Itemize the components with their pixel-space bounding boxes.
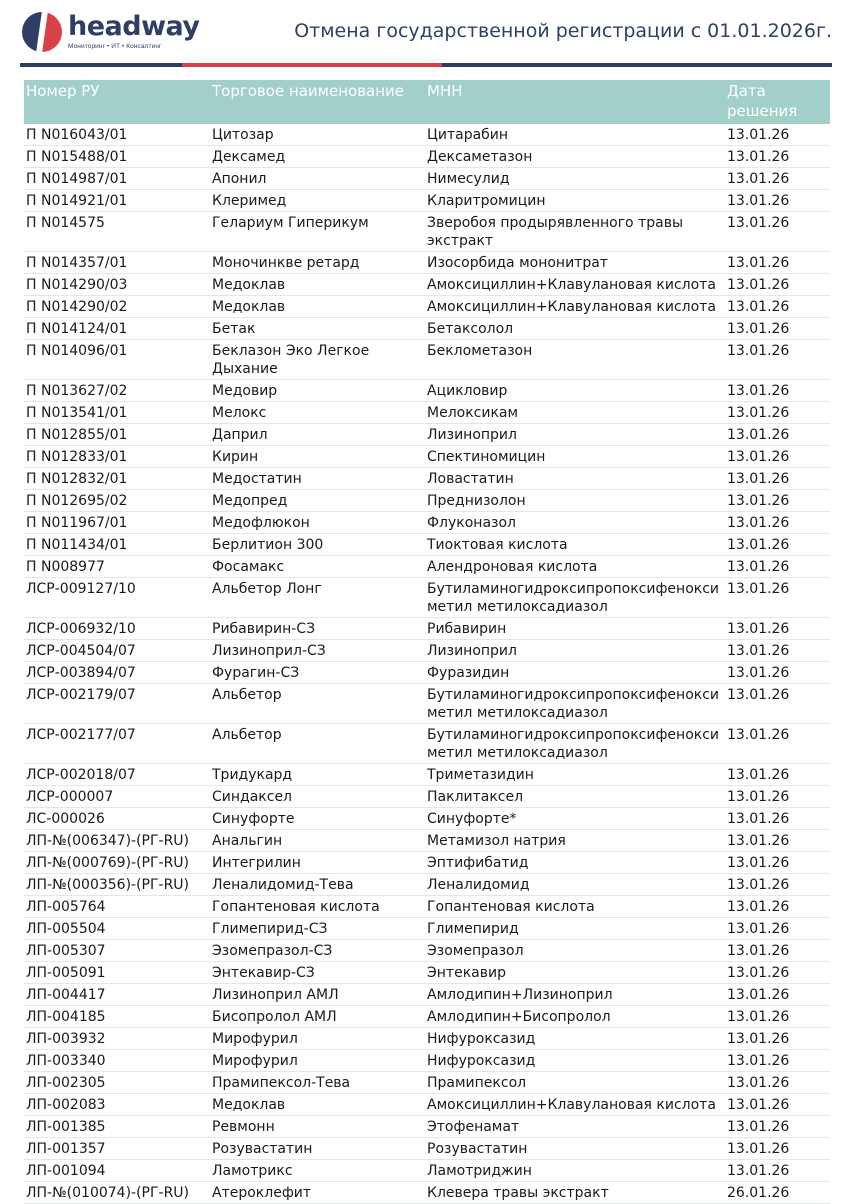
cell-decision-date: 13.01.26 [725,318,830,340]
cell-inn: Бутиламиногидроксипропоксифенокси метил метилоксадиазол [425,684,725,724]
cell-inn: Триметазидин [425,764,725,786]
cell-inn: Амлодипин+Лизиноприл [425,984,725,1006]
cell-trade-name: Медовир [210,380,425,402]
cell-inn: Гопантеновая кислота [425,896,725,918]
cell-trade-name: Рибавирин-СЗ [210,618,425,640]
table-row [24,684,830,724]
cell-decision-date: 13.01.26 [725,296,830,318]
cell-inn: Амоксициллин+Клавулановая кислота [425,274,725,296]
cell-trade-name: Берлитион 300 [210,534,425,556]
cell-inn: Амлодипин+Бисопролол [425,1006,725,1028]
cell-inn: Эптифибатид [425,852,725,874]
table-row [24,808,830,830]
cell-trade-name: Прамипексол-Тева [210,1072,425,1094]
cell-decision-date: 13.01.26 [725,962,830,984]
table-body [24,124,830,1204]
column-header-inn: МНН [425,80,725,124]
cell-trade-name: Цитозар [210,124,425,146]
cell-decision-date: 13.01.26 [725,124,830,146]
cell-inn: Нимесулид [425,168,725,190]
table-header-row [24,80,830,124]
cell-decision-date: 13.01.26 [725,640,830,662]
table-row [24,1072,830,1094]
table-row [24,212,830,252]
table-row [24,962,830,984]
cell-inn: Ацикловир [425,380,725,402]
document-title: Отмена государственной регистрации с 01.01.2026г. [294,20,832,42]
cell-reg-number: П N016043/01 [24,124,210,146]
table-row [24,578,830,618]
cell-inn: Нифуроксазид [425,1028,725,1050]
cell-decision-date: 13.01.26 [725,146,830,168]
table-row [24,786,830,808]
table-row [24,896,830,918]
cell-decision-date: 13.01.26 [725,1094,830,1116]
deregistration-table [24,80,830,1204]
cell-inn: Паклитаксел [425,786,725,808]
table-row [24,1050,830,1072]
cell-decision-date: 13.01.26 [725,168,830,190]
cell-decision-date: 13.01.26 [725,212,830,252]
table-row [24,1094,830,1116]
cell-reg-number: ЛСР-004504/07 [24,640,210,662]
cell-trade-name: Бисопролол АМЛ [210,1006,425,1028]
table-row [24,402,830,424]
cell-trade-name: Фурагин-СЗ [210,662,425,684]
cell-inn: Лизиноприл [425,424,725,446]
cell-reg-number: ЛСР-009127/10 [24,578,210,618]
cell-inn: Изосорбида мононитрат [425,252,725,274]
cell-inn: Нифуроксазид [425,1050,725,1072]
table-row [24,640,830,662]
cell-reg-number: ЛП-№(000769)-(РГ-RU) [24,852,210,874]
cell-reg-number: ЛСР-000007 [24,786,210,808]
cell-trade-name: Бетак [210,318,425,340]
cell-reg-number: П N014575 [24,212,210,252]
table-row [24,190,830,212]
cell-inn: Спектиномицин [425,446,725,468]
table-row [24,424,830,446]
table-row [24,874,830,896]
cell-reg-number: ЛП-001094 [24,1160,210,1182]
cell-inn: Фуразидин [425,662,725,684]
table-row [24,556,830,578]
table-row [24,1006,830,1028]
cell-trade-name: Даприл [210,424,425,446]
cell-inn: Бутиламиногидроксипропоксифенокси метил метилоксадиазол [425,724,725,764]
cell-trade-name: Ревмонн [210,1116,425,1138]
cell-inn: Зверобоя продырявленного травы экстракт [425,212,725,252]
cell-trade-name: Ламотрикс [210,1160,425,1182]
cell-decision-date: 13.01.26 [725,1138,830,1160]
cell-reg-number: ЛП-001357 [24,1138,210,1160]
brand-logo [22,12,200,52]
page-header [0,0,858,64]
cell-trade-name: Медоклав [210,274,425,296]
cell-inn: Ловастатин [425,468,725,490]
cell-reg-number: ЛСР-003894/07 [24,662,210,684]
cell-decision-date: 13.01.26 [725,684,830,724]
cell-reg-number: ЛП-№(006347)-(РГ-RU) [24,830,210,852]
cell-trade-name: Фосамакс [210,556,425,578]
cell-decision-date: 13.01.26 [725,340,830,380]
cell-inn: Кларитромицин [425,190,725,212]
cell-trade-name: Леналидомид-Тева [210,874,425,896]
cell-trade-name: Альбетор [210,724,425,764]
cell-inn: Этофенамат [425,1116,725,1138]
cell-decision-date: 13.01.26 [725,252,830,274]
cell-reg-number: ЛП-005764 [24,896,210,918]
table-row [24,512,830,534]
cell-trade-name: Энтекавир-СЗ [210,962,425,984]
cell-trade-name: Мирофурил [210,1050,425,1072]
cell-decision-date: 13.01.26 [725,1072,830,1094]
cell-decision-date: 13.01.26 [725,724,830,764]
cell-decision-date: 13.01.26 [725,512,830,534]
cell-decision-date: 13.01.26 [725,984,830,1006]
table-row [24,252,830,274]
cell-inn: Бетаксолол [425,318,725,340]
cell-decision-date: 13.01.26 [725,446,830,468]
cell-trade-name: Апонил [210,168,425,190]
cell-decision-date: 13.01.26 [725,274,830,296]
cell-trade-name: Медоклав [210,1094,425,1116]
cell-decision-date: 13.01.26 [725,468,830,490]
table-row [24,274,830,296]
cell-reg-number: ЛП-004185 [24,1006,210,1028]
cell-reg-number: ЛП-003340 [24,1050,210,1072]
cell-decision-date: 13.01.26 [725,490,830,512]
cell-trade-name: Синуфорте [210,808,425,830]
cell-decision-date: 13.01.26 [725,556,830,578]
cell-reg-number: П N013541/01 [24,402,210,424]
cell-inn: Беклометазон [425,340,725,380]
table-row [24,830,830,852]
cell-inn: Энтекавир [425,962,725,984]
cell-reg-number: П N014921/01 [24,190,210,212]
table-row [24,296,830,318]
cell-trade-name: Моночинкве ретард [210,252,425,274]
cell-inn: Цитарабин [425,124,725,146]
cell-decision-date: 13.01.26 [725,380,830,402]
cell-reg-number: ЛП-№(010074)-(РГ-RU) [24,1182,210,1204]
table-row [24,662,830,684]
cell-reg-number: П N008977 [24,556,210,578]
brand-name: headway [68,11,200,42]
column-header-decision-date: Дата решения [725,80,830,124]
cell-decision-date: 13.01.26 [725,764,830,786]
cell-trade-name: Дексамед [210,146,425,168]
table-row [24,146,830,168]
table-row [24,1138,830,1160]
cell-reg-number: П N012833/01 [24,446,210,468]
header-divider-navy [20,63,182,67]
table-row [24,618,830,640]
cell-trade-name: Медостатин [210,468,425,490]
cell-reg-number: ЛП-002083 [24,1094,210,1116]
cell-decision-date: 13.01.26 [725,852,830,874]
cell-reg-number: ЛП-№(000356)-(РГ-RU) [24,874,210,896]
cell-reg-number: П N012855/01 [24,424,210,446]
cell-reg-number: П N014987/01 [24,168,210,190]
cell-reg-number: П N014357/01 [24,252,210,274]
cell-reg-number: ЛСР-006932/10 [24,618,210,640]
cell-trade-name: Гелариум Гиперикум [210,212,425,252]
cell-reg-number: П N012832/01 [24,468,210,490]
cell-decision-date: 13.01.26 [725,1006,830,1028]
cell-trade-name: Альбетор Лонг [210,578,425,618]
logo-mark-icon [22,12,62,52]
cell-inn: Ламотриджин [425,1160,725,1182]
cell-trade-name: Мирофурил [210,1028,425,1050]
cell-reg-number: П N015488/01 [24,146,210,168]
cell-decision-date: 13.01.26 [725,1050,830,1072]
cell-decision-date: 13.01.26 [725,874,830,896]
cell-decision-date: 13.01.26 [725,808,830,830]
cell-decision-date: 13.01.26 [725,918,830,940]
cell-reg-number: ЛП-003932 [24,1028,210,1050]
cell-decision-date: 13.01.26 [725,830,830,852]
cell-reg-number: П N011967/01 [24,512,210,534]
cell-inn: Клевера травы экстракт [425,1182,725,1204]
cell-inn: Рибавирин [425,618,725,640]
cell-trade-name: Эзомепразол-СЗ [210,940,425,962]
cell-inn: Флуконазол [425,512,725,534]
table-row [24,940,830,962]
cell-reg-number: П N014290/02 [24,296,210,318]
table-row [24,984,830,1006]
table-row [24,1160,830,1182]
table-row [24,318,830,340]
cell-decision-date: 13.01.26 [725,618,830,640]
table-row [24,446,830,468]
header-divider-red [182,63,442,67]
cell-decision-date: 13.01.26 [725,786,830,808]
cell-reg-number: ЛП-005307 [24,940,210,962]
cell-trade-name: Интегрилин [210,852,425,874]
cell-inn: Глимепирид [425,918,725,940]
table-row [24,1116,830,1138]
cell-inn: Амоксициллин+Клавулановая кислота [425,1094,725,1116]
header-divider-navy-right [442,63,832,67]
cell-trade-name: Синдаксел [210,786,425,808]
cell-decision-date: 13.01.26 [725,940,830,962]
cell-decision-date: 13.01.26 [725,896,830,918]
cell-inn: Розувастатин [425,1138,725,1160]
column-header-reg-number: Номер РУ [24,80,210,124]
cell-inn: Преднизолон [425,490,725,512]
cell-inn: Метамизол натрия [425,830,725,852]
cell-reg-number: ЛС-000026 [24,808,210,830]
table-row [24,852,830,874]
cell-reg-number: ЛП-001385 [24,1116,210,1138]
cell-trade-name: Клеримед [210,190,425,212]
cell-decision-date: 13.01.26 [725,1028,830,1050]
cell-trade-name: Лизиноприл АМЛ [210,984,425,1006]
cell-trade-name: Альбетор [210,684,425,724]
cell-trade-name: Лизиноприл-СЗ [210,640,425,662]
cell-reg-number: ЛП-002305 [24,1072,210,1094]
cell-decision-date: 13.01.26 [725,1116,830,1138]
cell-trade-name: Атероклефит [210,1182,425,1204]
brand-tagline: Мониторинг • ИТ • Консалтинг [68,43,162,50]
table-row [24,918,830,940]
cell-reg-number: П N013627/02 [24,380,210,402]
cell-inn: Леналидомид [425,874,725,896]
cell-decision-date: 26.01.26 [725,1182,830,1204]
cell-inn: Тиоктовая кислота [425,534,725,556]
cell-reg-number: ЛСР-002177/07 [24,724,210,764]
cell-trade-name: Медофлюкон [210,512,425,534]
cell-reg-number: П N014290/03 [24,274,210,296]
cell-reg-number: П N012695/02 [24,490,210,512]
cell-inn: Алендроновая кислота [425,556,725,578]
cell-decision-date: 13.01.26 [725,190,830,212]
table-row [24,534,830,556]
cell-trade-name: Кирин [210,446,425,468]
cell-reg-number: ЛСР-002179/07 [24,684,210,724]
cell-decision-date: 13.01.26 [725,402,830,424]
table-row [24,340,830,380]
table-row [24,490,830,512]
column-header-trade-name: Торговое наименование [210,80,425,124]
cell-trade-name: Анальгин [210,830,425,852]
table-row [24,124,830,146]
cell-inn: Лизиноприл [425,640,725,662]
table-row [24,380,830,402]
cell-decision-date: 13.01.26 [725,578,830,618]
cell-reg-number: П N014124/01 [24,318,210,340]
cell-inn: Прамипексол [425,1072,725,1094]
table-row [24,1182,830,1204]
table-row [24,724,830,764]
cell-reg-number: ЛП-005091 [24,962,210,984]
cell-inn: Мелоксикам [425,402,725,424]
cell-trade-name: Глимепирид-СЗ [210,918,425,940]
cell-trade-name: Медопред [210,490,425,512]
cell-trade-name: Медоклав [210,296,425,318]
cell-inn: Амоксициллин+Клавулановая кислота [425,296,725,318]
cell-reg-number: ЛСР-002018/07 [24,764,210,786]
cell-trade-name: Мелокс [210,402,425,424]
table-row [24,468,830,490]
cell-decision-date: 13.01.26 [725,662,830,684]
cell-inn: Эзомепразол [425,940,725,962]
cell-decision-date: 13.01.26 [725,1160,830,1182]
cell-decision-date: 13.01.26 [725,424,830,446]
cell-inn: Дексаметазон [425,146,725,168]
cell-reg-number: ЛП-004417 [24,984,210,1006]
table-row [24,1028,830,1050]
cell-reg-number: ЛП-005504 [24,918,210,940]
cell-decision-date: 13.01.26 [725,534,830,556]
cell-reg-number: П N014096/01 [24,340,210,380]
cell-trade-name: Беклазон Эко Легкое Дыхание [210,340,425,380]
cell-trade-name: Розувастатин [210,1138,425,1160]
cell-inn: Синуфорте* [425,808,725,830]
cell-inn: Бутиламиногидроксипропоксифенокси метил метилоксадиазол [425,578,725,618]
cell-reg-number: П N011434/01 [24,534,210,556]
table-row [24,168,830,190]
cell-trade-name: Тридукард [210,764,425,786]
table-row [24,764,830,786]
cell-trade-name: Гопантеновая кислота [210,896,425,918]
